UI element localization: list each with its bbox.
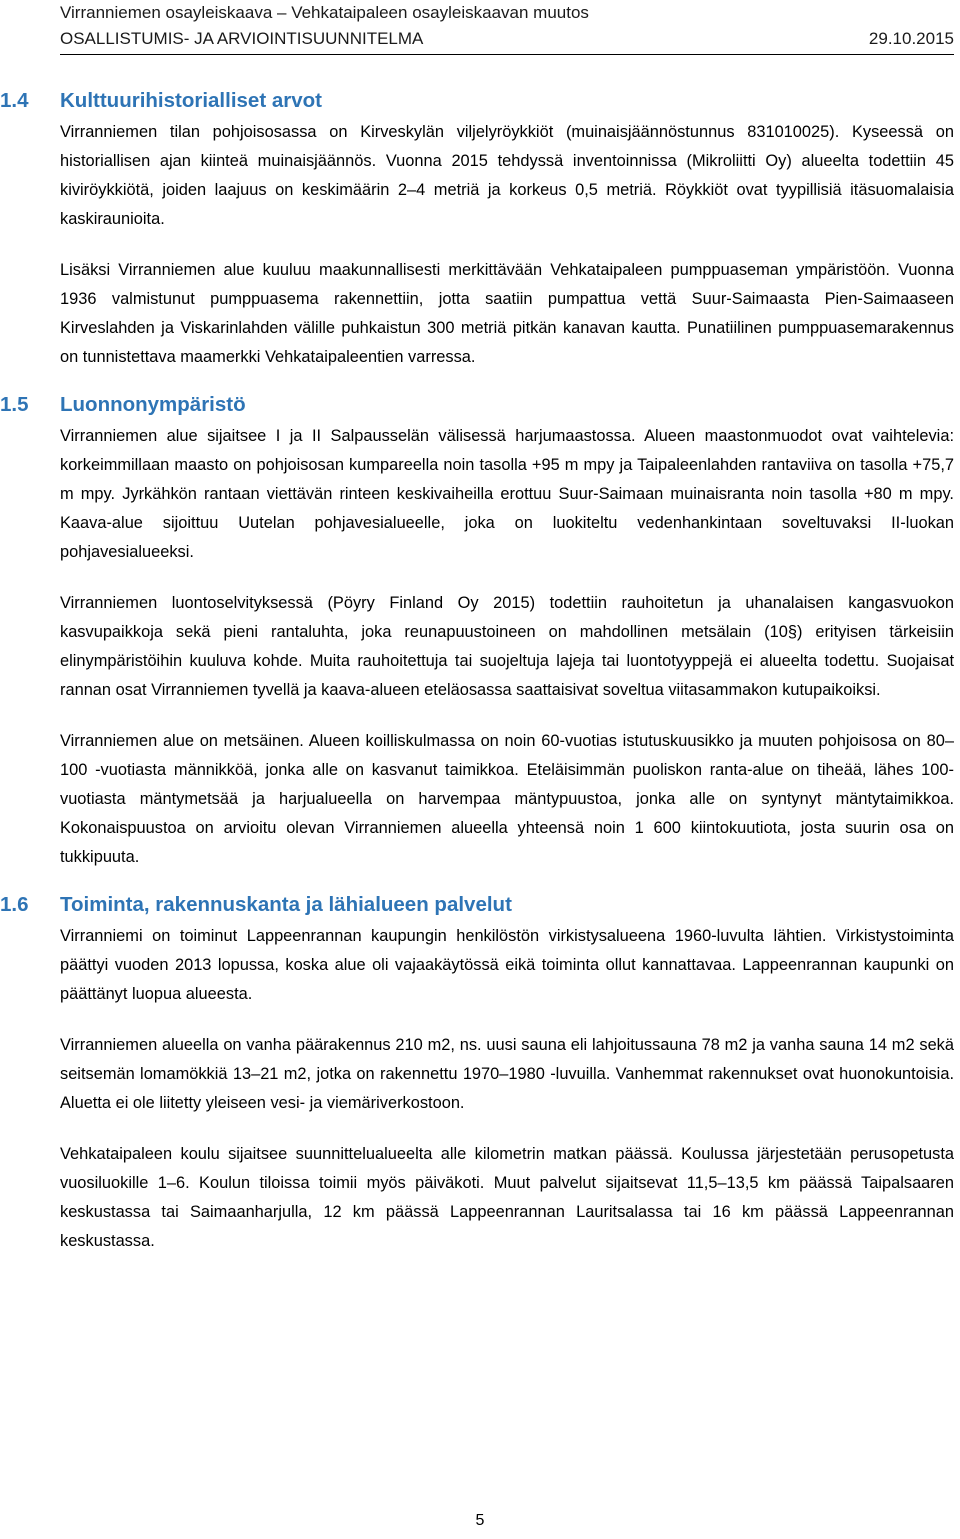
section-title: Luonnonympäristö <box>60 393 246 416</box>
header-subtitle: OSALLISTUMIS- JA ARVIOINTISUUNNITELMA <box>60 29 424 48</box>
paragraph: Lisäksi Virranniemen alue kuuluu maakunnallisesti merkittävään Vehkataipaleen pumppuaseman ympäristöön. Vuonna 1936 valmistunut pumppuasema rakennettiin, jotta saatiin pumpattua vettä Suur-Saimaasta Pien-Saimaaseen Kirveslahden ja Viskarinlahden välille puhkaistun 300 metriä pitkän kanavan kautta. Punatiilinen pumppuasemarakennus on tunnistettava maamerkki Vehkataipaleentien varressa. <box>60 261 954 366</box>
header-row <box>60 26 954 52</box>
paragraph: Virranniemen luontoselvityksessä (Pöyry Finland Oy 2015) todettiin rauhoitetun ja uhanalaisen kangasvuokon kasvupaikkoja sekä pieni rantaluhta, joka reunapuustoineen on mahdollinen metsälain (10§) erityisen tärkeisiin elinympäristöihin kuuluva kohde. Muita rauhoitettuja tai suojeltuja lajeja tai luontotyyppejä ei alueelta todettu. Suojaisat rannan osat Virranniemen tyvellä ja kaava-alueen eteläosassa saattaisivat soveltua viitasammakon kutupaikoiksi. <box>60 594 954 699</box>
document-body <box>0 86 954 1256</box>
section-cultural-history <box>0 86 954 372</box>
page-number: 5 <box>475 1512 485 1529</box>
section-number: 1.4 <box>0 89 29 112</box>
page-header <box>60 0 954 52</box>
header-rule <box>60 54 954 55</box>
paragraph: Virranniemen alue sijaitsee I ja II Salpausselän välisessä harjumaastossa. Alueen maastonmuodot ovat vaihtelevia: korkeimmillaan maasto on pohjoisosan kumpareella noin tasolla +95 m mpy ja Taipaleenlahden rantaviiva on tasolla +75,7 m mpy. Jyrkähkön rantaan viettävän rinteen keskivaiheilla erottuu Suur-Saimaan muinaisranta noin tasolla +80 m mpy. Kaava-alue sijoittuu Uutelan pohjavesialueelle, joka on luokiteltu vedenhankintaan soveltuvaksi II-luokan pohjavesialueeksi. <box>60 427 954 561</box>
section-title: Kulttuurihistorialliset arvot <box>60 89 322 112</box>
section-number: 1.5 <box>0 393 29 416</box>
paragraph: Virranniemen tilan pohjoisosassa on Kirveskylän viljelyröykkiöt (muinaisjäännöstunnus 831010025). Kyseessä on historiallisen ajan kiinteä muinaisjäännös. Vuonna 2015 tehdyssä inventoinnissa (Mikroliitti Oy) alueelta todettiin 45 kiviröykkiötä, joiden laajuus on keskimäärin 2–4 metriä ja korkeus 0,5 metriä. Röykkiöt ovat tyypillisiä itäsuomalaisia kaskiraunioita. <box>60 123 954 228</box>
paragraph: Virranniemen alue on metsäinen. Alueen koilliskulmassa on noin 60-vuotias istutuskuusikko ja muuten pohjoisosa on 80–100 -vuotiasta männikköä, jonka alle on kasvanut taimikkoa. Eteläisimmän puoliskon ranta-alue on tiheää, lähes 100-vuotiasta mäntymetsää ja harjualueella on harvempaa mäntypuustoa, jonka alle on syntynyt mäntytaimikkoa. Kokonaispuustoa on arvioitu olevan Virranniemen alueella yhteensä noin 1 600 kiintokuutiota, josta suurin osa on tukkipuuta. <box>60 732 954 866</box>
header-title: Virranniemen osayleiskaava – Vehkataipaleen osayleiskaavan muutos <box>60 3 589 22</box>
header-date: 29.10.2015 <box>868 29 954 48</box>
section-heading <box>0 390 954 420</box>
paragraph: Virranniemen alueella on vanha päärakennus 210 m2, ns. uusi sauna eli lahjoitussauna 78 m2 ja vanha sauna 14 m2 sekä seitsemän lomamökkiä 13–21 m2, jotka on rakennettu 1970–1980 -luvuilla. Vanhemmat rakennukset ovat huonokuntoisia. Aluetta ei ole liitetty yleiseen vesi- ja viemäriverkostoon. <box>60 1036 954 1112</box>
section-activities-buildings-services <box>0 890 954 1256</box>
section-heading <box>0 890 954 920</box>
paragraph: Vehkataipaleen koulu sijaitsee suunnittelualueelta alle kilometrin matkan päässä. Koulussa järjestetään perusopetusta vuosiluokille 1–6. Koulun tiloissa toimii myös päiväkoti. Muut palvelut sijaitsevat 11,5–13,5 km päässä Taipalsaaren keskustassa tai Saimaanharjulla, 12 km päässä Lappeenrannan Lauritsalassa tai 16 km päässä Lappeenrannan keskustassa. <box>60 1145 954 1250</box>
section-number: 1.6 <box>0 893 29 916</box>
section-natural-environment <box>0 390 954 872</box>
paragraph: Virranniemi on toiminut Lappeenrannan kaupungin henkilöstön virkistysalueena 1960-luvulta lähtien. Virkistystoiminta päättyi vuoden 2013 lopussa, koska alue oli vajaakäytössä eikä toiminta ollut kannattavaa. Lappeenrannan kaupunki on päättänyt luopua alueesta. <box>60 927 954 1003</box>
section-title: Toiminta, rakennuskanta ja lähialueen palvelut <box>60 893 512 916</box>
section-heading <box>0 86 954 116</box>
